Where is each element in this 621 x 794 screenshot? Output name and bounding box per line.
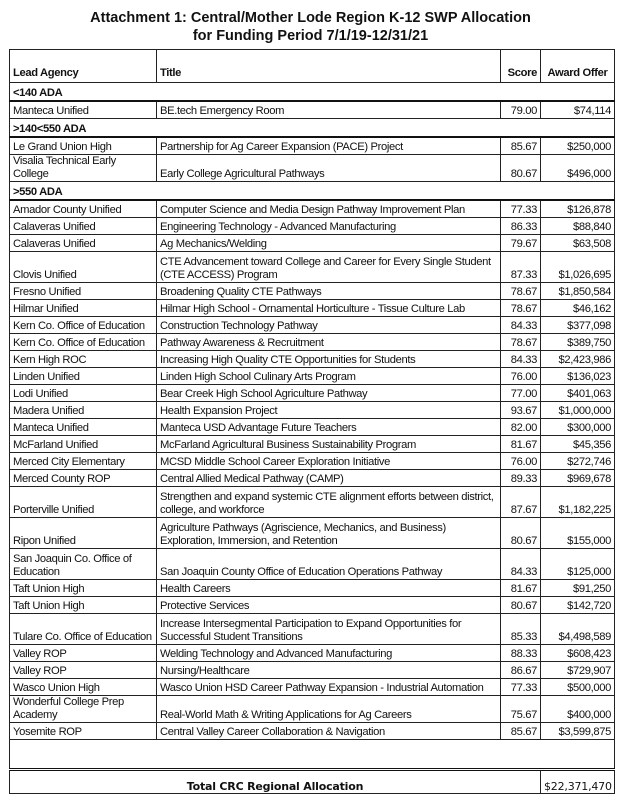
- cell-title: Partnership for Ag Career Expansion (PACE) Project: [157, 137, 501, 155]
- section-header-row: [10, 182, 615, 201]
- cell-award-offer: $300,000: [541, 419, 615, 436]
- cell-title: Central Allied Medical Pathway (CAMP): [157, 470, 501, 487]
- cell-lead-agency: Clovis Unified: [10, 252, 157, 283]
- cell-award-offer: $401,063: [541, 385, 615, 402]
- section-label: <140 ADA: [10, 83, 615, 102]
- header-award-offer: Award Offer: [541, 50, 615, 83]
- cell-title: BE.tech Emergency Room: [157, 101, 501, 119]
- table-row: [10, 436, 615, 453]
- cell-title: Increasing High Quality CTE Opportunities for Students: [157, 351, 501, 368]
- cell-title: Real-World Math & Writing Applications for Ag Careers: [157, 696, 501, 723]
- cell-lead-agency: Merced County ROP: [10, 470, 157, 487]
- cell-award-offer: $496,000: [541, 155, 615, 182]
- table-row: [10, 351, 615, 368]
- cell-score: 79.67: [501, 235, 541, 252]
- table-body: [10, 83, 615, 794]
- section-header-row: [10, 119, 615, 138]
- cell-lead-agency: Porterville Unified: [10, 487, 157, 518]
- table-row: [10, 662, 615, 679]
- table-row: [10, 402, 615, 419]
- cell-title: Manteca USD Advantage Future Teachers: [157, 419, 501, 436]
- cell-title: Protective Services: [157, 597, 501, 614]
- table-row: [10, 385, 615, 402]
- table-row: [10, 235, 615, 252]
- cell-score: 81.67: [501, 580, 541, 597]
- cell-score: 78.67: [501, 283, 541, 300]
- section-label: >550 ADA: [10, 182, 615, 201]
- table-row: [10, 283, 615, 300]
- cell-award-offer: $1,182,225: [541, 487, 615, 518]
- cell-lead-agency: Le Grand Union High: [10, 137, 157, 155]
- table-row: [10, 317, 615, 334]
- cell-title: Broadening Quality CTE Pathways: [157, 283, 501, 300]
- table-row: [10, 419, 615, 436]
- header-row: [10, 50, 615, 83]
- cell-award-offer: $1,000,000: [541, 402, 615, 419]
- cell-lead-agency: Taft Union High: [10, 597, 157, 614]
- cell-award-offer: $46,162: [541, 300, 615, 317]
- cell-title: Pathway Awareness & Recruitment: [157, 334, 501, 351]
- document-title-line2: for Funding Period 7/1/19-12/31/21: [192, 28, 429, 44]
- cell-score: 75.67: [501, 696, 541, 723]
- cell-title: Hilmar High School - Ornamental Horticulture - Tissue Culture Lab: [157, 300, 501, 317]
- table-row: [10, 200, 615, 218]
- cell-award-offer: $91,250: [541, 580, 615, 597]
- cell-title: Central Valley Career Collaboration & Navigation: [157, 723, 501, 740]
- cell-lead-agency: Kern Co. Office of Education: [10, 317, 157, 334]
- cell-title: Bear Creek High School Agriculture Pathway: [157, 385, 501, 402]
- cell-title: San Joaquin County Office of Education Operations Pathway: [157, 549, 501, 580]
- cell-title: MCSD Middle School Career Exploration Initiative: [157, 453, 501, 470]
- table-row: [10, 334, 615, 351]
- cell-score: 85.67: [501, 723, 541, 740]
- cell-lead-agency: Manteca Unified: [10, 101, 157, 119]
- cell-lead-agency: Yosemite ROP: [10, 723, 157, 740]
- cell-score: 93.67: [501, 402, 541, 419]
- cell-title: Health Careers: [157, 580, 501, 597]
- table-row: [10, 300, 615, 317]
- table-row: [10, 518, 615, 549]
- cell-title: Welding Technology and Advanced Manufacturing: [157, 645, 501, 662]
- table-row: [10, 368, 615, 385]
- cell-lead-agency: Wonderful College Prep Academy: [10, 696, 157, 723]
- section-header-row: [10, 83, 615, 102]
- table-row: [10, 470, 615, 487]
- table-row: [10, 549, 615, 580]
- cell-lead-agency: Ripon Unified: [10, 518, 157, 549]
- cell-award-offer: $63,508: [541, 235, 615, 252]
- cell-score: 87.33: [501, 252, 541, 283]
- cell-score: 77.33: [501, 200, 541, 218]
- cell-title: Agriculture Pathways (Agriscience, Mechanics, and Business) Exploration, Immersion, and Retention: [157, 518, 501, 549]
- cell-title: CTE Advancement toward College and Career for Every Single Student (CTE ACCESS) Program: [157, 252, 501, 283]
- cell-title: Increase Intersegmental Participation to Expand Opportunities for Successful Student Transitions: [157, 614, 501, 645]
- cell-score: 81.67: [501, 436, 541, 453]
- cell-award-offer: $3,599,875: [541, 723, 615, 740]
- cell-score: 77.33: [501, 679, 541, 696]
- section-label: >140<550 ADA: [10, 119, 615, 138]
- total-row: [10, 770, 615, 794]
- cell-lead-agency: Visalia Technical Early College: [10, 155, 157, 182]
- cell-score: 84.33: [501, 549, 541, 580]
- table-row: [10, 614, 615, 645]
- table-row: [10, 679, 615, 696]
- cell-score: 79.00: [501, 101, 541, 119]
- cell-award-offer: $45,356: [541, 436, 615, 453]
- table-row: [10, 487, 615, 518]
- cell-lead-agency: Manteca Unified: [10, 419, 157, 436]
- cell-award-offer: $1,026,695: [541, 252, 615, 283]
- cell-award-offer: $608,423: [541, 645, 615, 662]
- cell-title: Computer Science and Media Design Pathway Improvement Plan: [157, 200, 501, 218]
- allocation-table: [9, 49, 615, 794]
- table-row: [10, 597, 615, 614]
- cell-title: Health Expansion Project: [157, 402, 501, 419]
- cell-score: 76.00: [501, 453, 541, 470]
- cell-score: 86.67: [501, 662, 541, 679]
- table-row: [10, 155, 615, 182]
- cell-lead-agency: Hilmar Unified: [10, 300, 157, 317]
- cell-title: McFarland Agricultural Business Sustainability Program: [157, 436, 501, 453]
- cell-title: Strengthen and expand systemic CTE alignment efforts between district, college, and workforce: [157, 487, 501, 518]
- cell-score: 88.33: [501, 645, 541, 662]
- cell-lead-agency: Valley ROP: [10, 662, 157, 679]
- cell-score: 85.67: [501, 137, 541, 155]
- cell-award-offer: $142,720: [541, 597, 615, 614]
- table-row: [10, 252, 615, 283]
- cell-score: 78.67: [501, 334, 541, 351]
- document-title-line1: Attachment 1: Central/Mother Lode Region K-12 SWP Allocation: [90, 10, 531, 26]
- cell-award-offer: $126,878: [541, 200, 615, 218]
- cell-award-offer: $377,098: [541, 317, 615, 334]
- cell-award-offer: $4,498,589: [541, 614, 615, 645]
- cell-score: 84.33: [501, 317, 541, 334]
- total-label: Total CRC Regional Allocation: [10, 770, 541, 794]
- cell-score: 80.67: [501, 597, 541, 614]
- table-row: [10, 453, 615, 470]
- cell-lead-agency: Wasco Union High: [10, 679, 157, 696]
- cell-lead-agency: Lodi Unified: [10, 385, 157, 402]
- cell-award-offer: $74,114: [541, 101, 615, 119]
- cell-lead-agency: Kern High ROC: [10, 351, 157, 368]
- cell-lead-agency: Merced City Elementary: [10, 453, 157, 470]
- cell-title: Nursing/Healthcare: [157, 662, 501, 679]
- cell-score: 86.33: [501, 218, 541, 235]
- table-row: [10, 696, 615, 723]
- cell-score: 82.00: [501, 419, 541, 436]
- table-row: [10, 137, 615, 155]
- cell-lead-agency: Calaveras Unified: [10, 235, 157, 252]
- cell-score: 78.67: [501, 300, 541, 317]
- table-row: [10, 218, 615, 235]
- header-title: Title: [157, 50, 501, 83]
- table-row: [10, 645, 615, 662]
- cell-lead-agency: Tulare Co. Office of Education: [10, 614, 157, 645]
- cell-score: 80.67: [501, 155, 541, 182]
- cell-title: Early College Agricultural Pathways: [157, 155, 501, 182]
- cell-lead-agency: Taft Union High: [10, 580, 157, 597]
- cell-score: 76.00: [501, 368, 541, 385]
- cell-lead-agency: Amador County Unified: [10, 200, 157, 218]
- cell-title: Ag Mechanics/Welding: [157, 235, 501, 252]
- blank-cell: [10, 740, 615, 770]
- cell-lead-agency: Fresno Unified: [10, 283, 157, 300]
- cell-score: 85.33: [501, 614, 541, 645]
- cell-lead-agency: San Joaquin Co. Office of Education: [10, 549, 157, 580]
- cell-score: 84.33: [501, 351, 541, 368]
- cell-score: 87.67: [501, 487, 541, 518]
- cell-score: 89.33: [501, 470, 541, 487]
- table-row: [10, 580, 615, 597]
- cell-title: Wasco Union HSD Career Pathway Expansion - Industrial Automation: [157, 679, 501, 696]
- cell-title: Engineering Technology - Advanced Manufacturing: [157, 218, 501, 235]
- cell-lead-agency: Linden Unified: [10, 368, 157, 385]
- cell-award-offer: $969,678: [541, 470, 615, 487]
- cell-award-offer: $125,000: [541, 549, 615, 580]
- header-score: Score: [501, 50, 541, 83]
- cell-award-offer: $500,000: [541, 679, 615, 696]
- cell-award-offer: $1,850,584: [541, 283, 615, 300]
- cell-award-offer: $2,423,986: [541, 351, 615, 368]
- cell-lead-agency: Calaveras Unified: [10, 218, 157, 235]
- cell-award-offer: $136,023: [541, 368, 615, 385]
- blank-row: [10, 740, 615, 770]
- cell-lead-agency: McFarland Unified: [10, 436, 157, 453]
- table-row: [10, 723, 615, 740]
- total-amount: $22,371,470: [541, 770, 615, 794]
- cell-score: 80.67: [501, 518, 541, 549]
- cell-lead-agency: Kern Co. Office of Education: [10, 334, 157, 351]
- cell-score: 77.00: [501, 385, 541, 402]
- header-lead-agency: Lead Agency: [10, 50, 157, 83]
- cell-award-offer: $250,000: [541, 137, 615, 155]
- cell-award-offer: $272,746: [541, 453, 615, 470]
- cell-title: Linden High School Culinary Arts Program: [157, 368, 501, 385]
- cell-lead-agency: Madera Unified: [10, 402, 157, 419]
- cell-award-offer: $389,750: [541, 334, 615, 351]
- cell-award-offer: $88,840: [541, 218, 615, 235]
- cell-title: Construction Technology Pathway: [157, 317, 501, 334]
- table-row: [10, 101, 615, 119]
- cell-award-offer: $400,000: [541, 696, 615, 723]
- cell-award-offer: $729,907: [541, 662, 615, 679]
- cell-lead-agency: Valley ROP: [10, 645, 157, 662]
- cell-award-offer: $155,000: [541, 518, 615, 549]
